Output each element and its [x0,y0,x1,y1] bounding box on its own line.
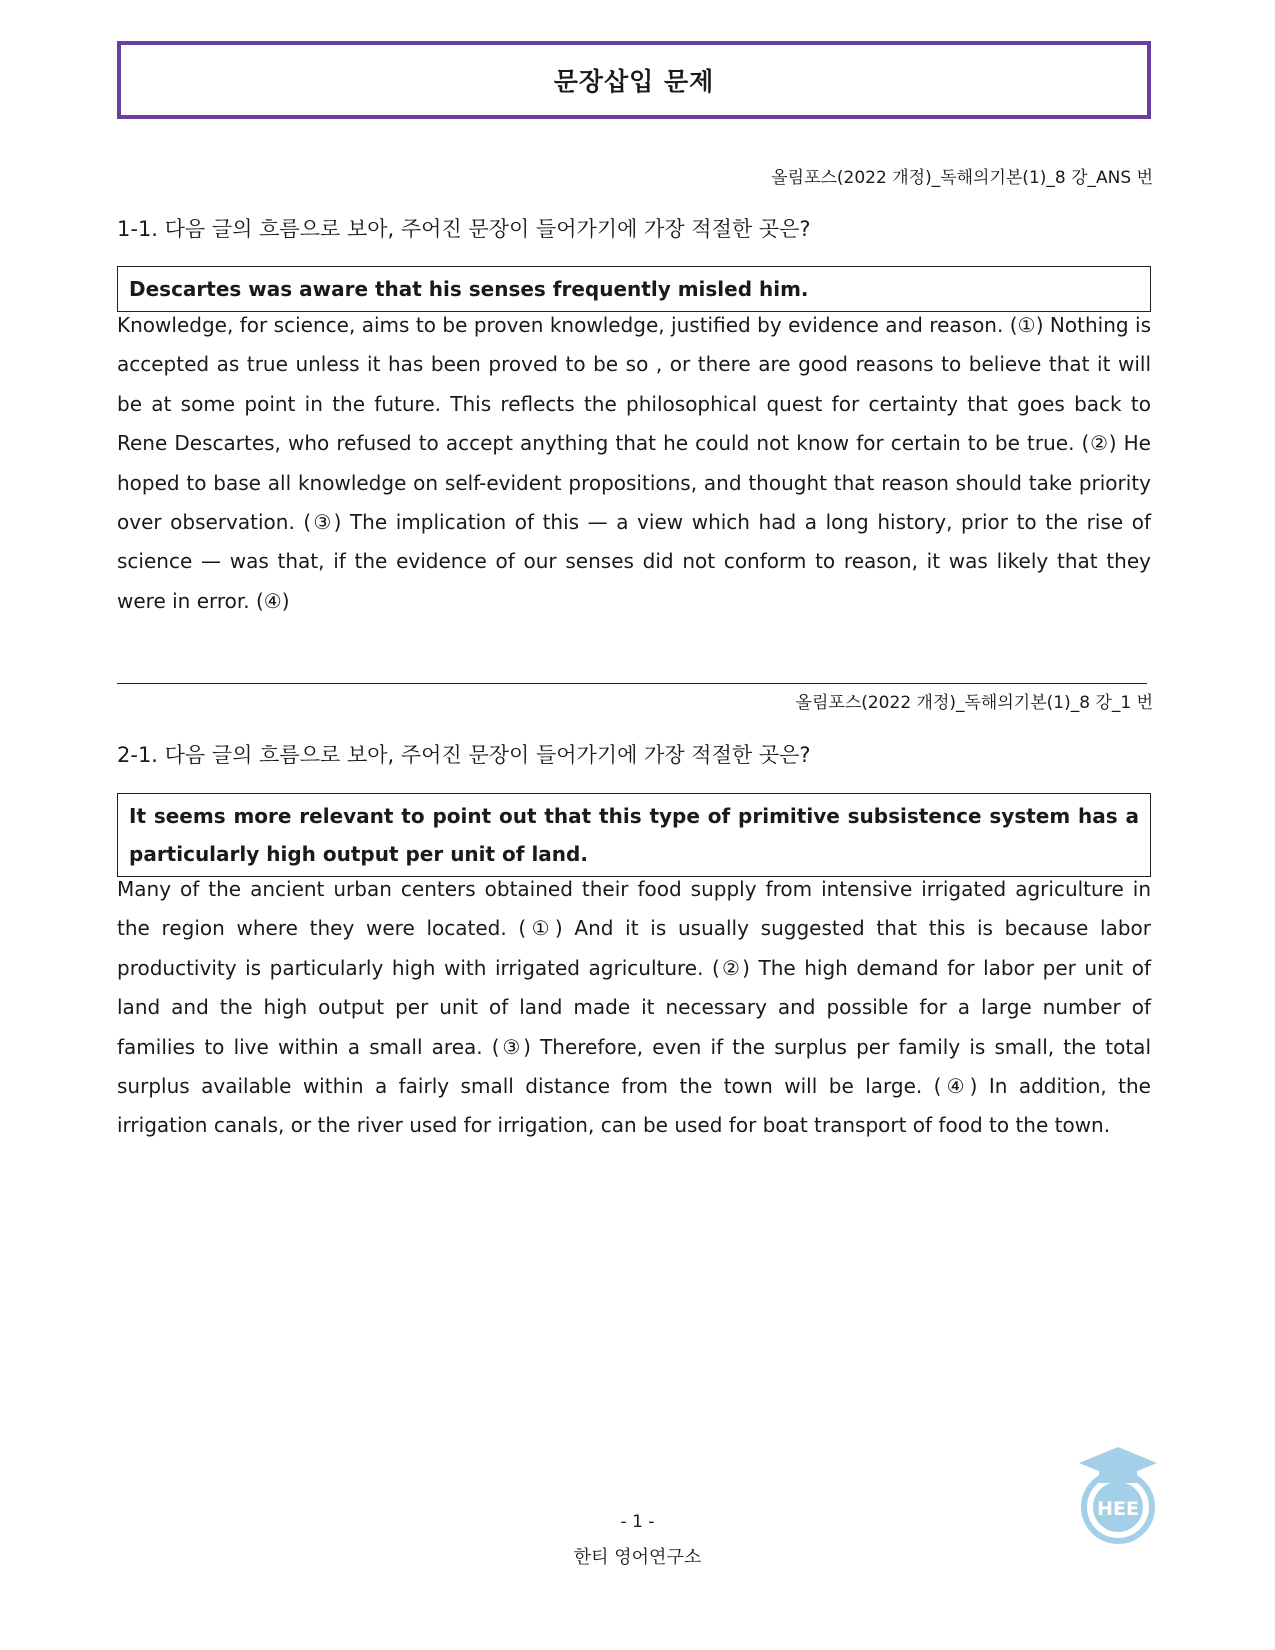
question-2-prompt: 2-1. 다음 글의 흐름으로 보아, 주어진 문장이 들어가기에 가장 적절한 곳은? [117,743,811,767]
page-title: 문장삽입 문제 [553,67,715,96]
page-number: - 1 - [620,1512,655,1532]
question-1-given-sentence: Descartes was aware that his senses frequently misled him. [117,266,1151,312]
title-box [117,41,1151,119]
question-1-passage: Knowledge, for science, aims to be proven knowledge, justified by evidence and reason. (①) Nothing is accepted as true unless it has been proved to be so , or there are good reasons to believe that it will be at some point in the future. This reflects the philosophical quest for certainty that goes back to Rene Descartes, who refused to accept anything that he could not know for certain to be true. (②) He hoped to base all knowledge on self-evident propositions, and thought that reason should take priority over observation. (③) The implication of this — a view which had a long history, prior to the rise of science — was that, if the evidence of our senses did not conform to reason, it was likely that they were in error. (④) [117,313,1151,613]
question-2-passage: Many of the ancient urban centers obtained their food supply from intensive irrigated agriculture in the region where they were located. (①) And it is usually suggested that this is because labor productivity is particularly high with irrigated agriculture. (②) The high demand for labor per unit of land and the high output per unit of land made it necessary and possible for a large number of families to live within a small area. (③) Therefore, even if the surplus per family is small, the total surplus available within a fairly small distance from the town will be large. (④) In addition, the irrigation canals, or the river used for irrigation, can be used for boat transport of food to the town. [117,877,1151,1138]
question-1-prompt: 1-1. 다음 글의 흐름으로 보아, 주어진 문장이 들어가기에 가장 적절한 곳은? [117,217,811,241]
question-1-source: 올림포스(2022 개정)_독해의기본(1)_8 강_ANS 번 [771,168,1153,188]
section-divider [117,683,1147,684]
question-2-given-sentence: It seems more relevant to point out that this type of primitive subsistence system has a particularly high output per unit of land. [117,793,1151,877]
logo-text: HEE [1097,1498,1139,1520]
footer-organization: 한티 영어연구소 [573,1547,702,1568]
question-2-source: 올림포스(2022 개정)_독해의기본(1)_8 강_1 번 [795,693,1153,713]
